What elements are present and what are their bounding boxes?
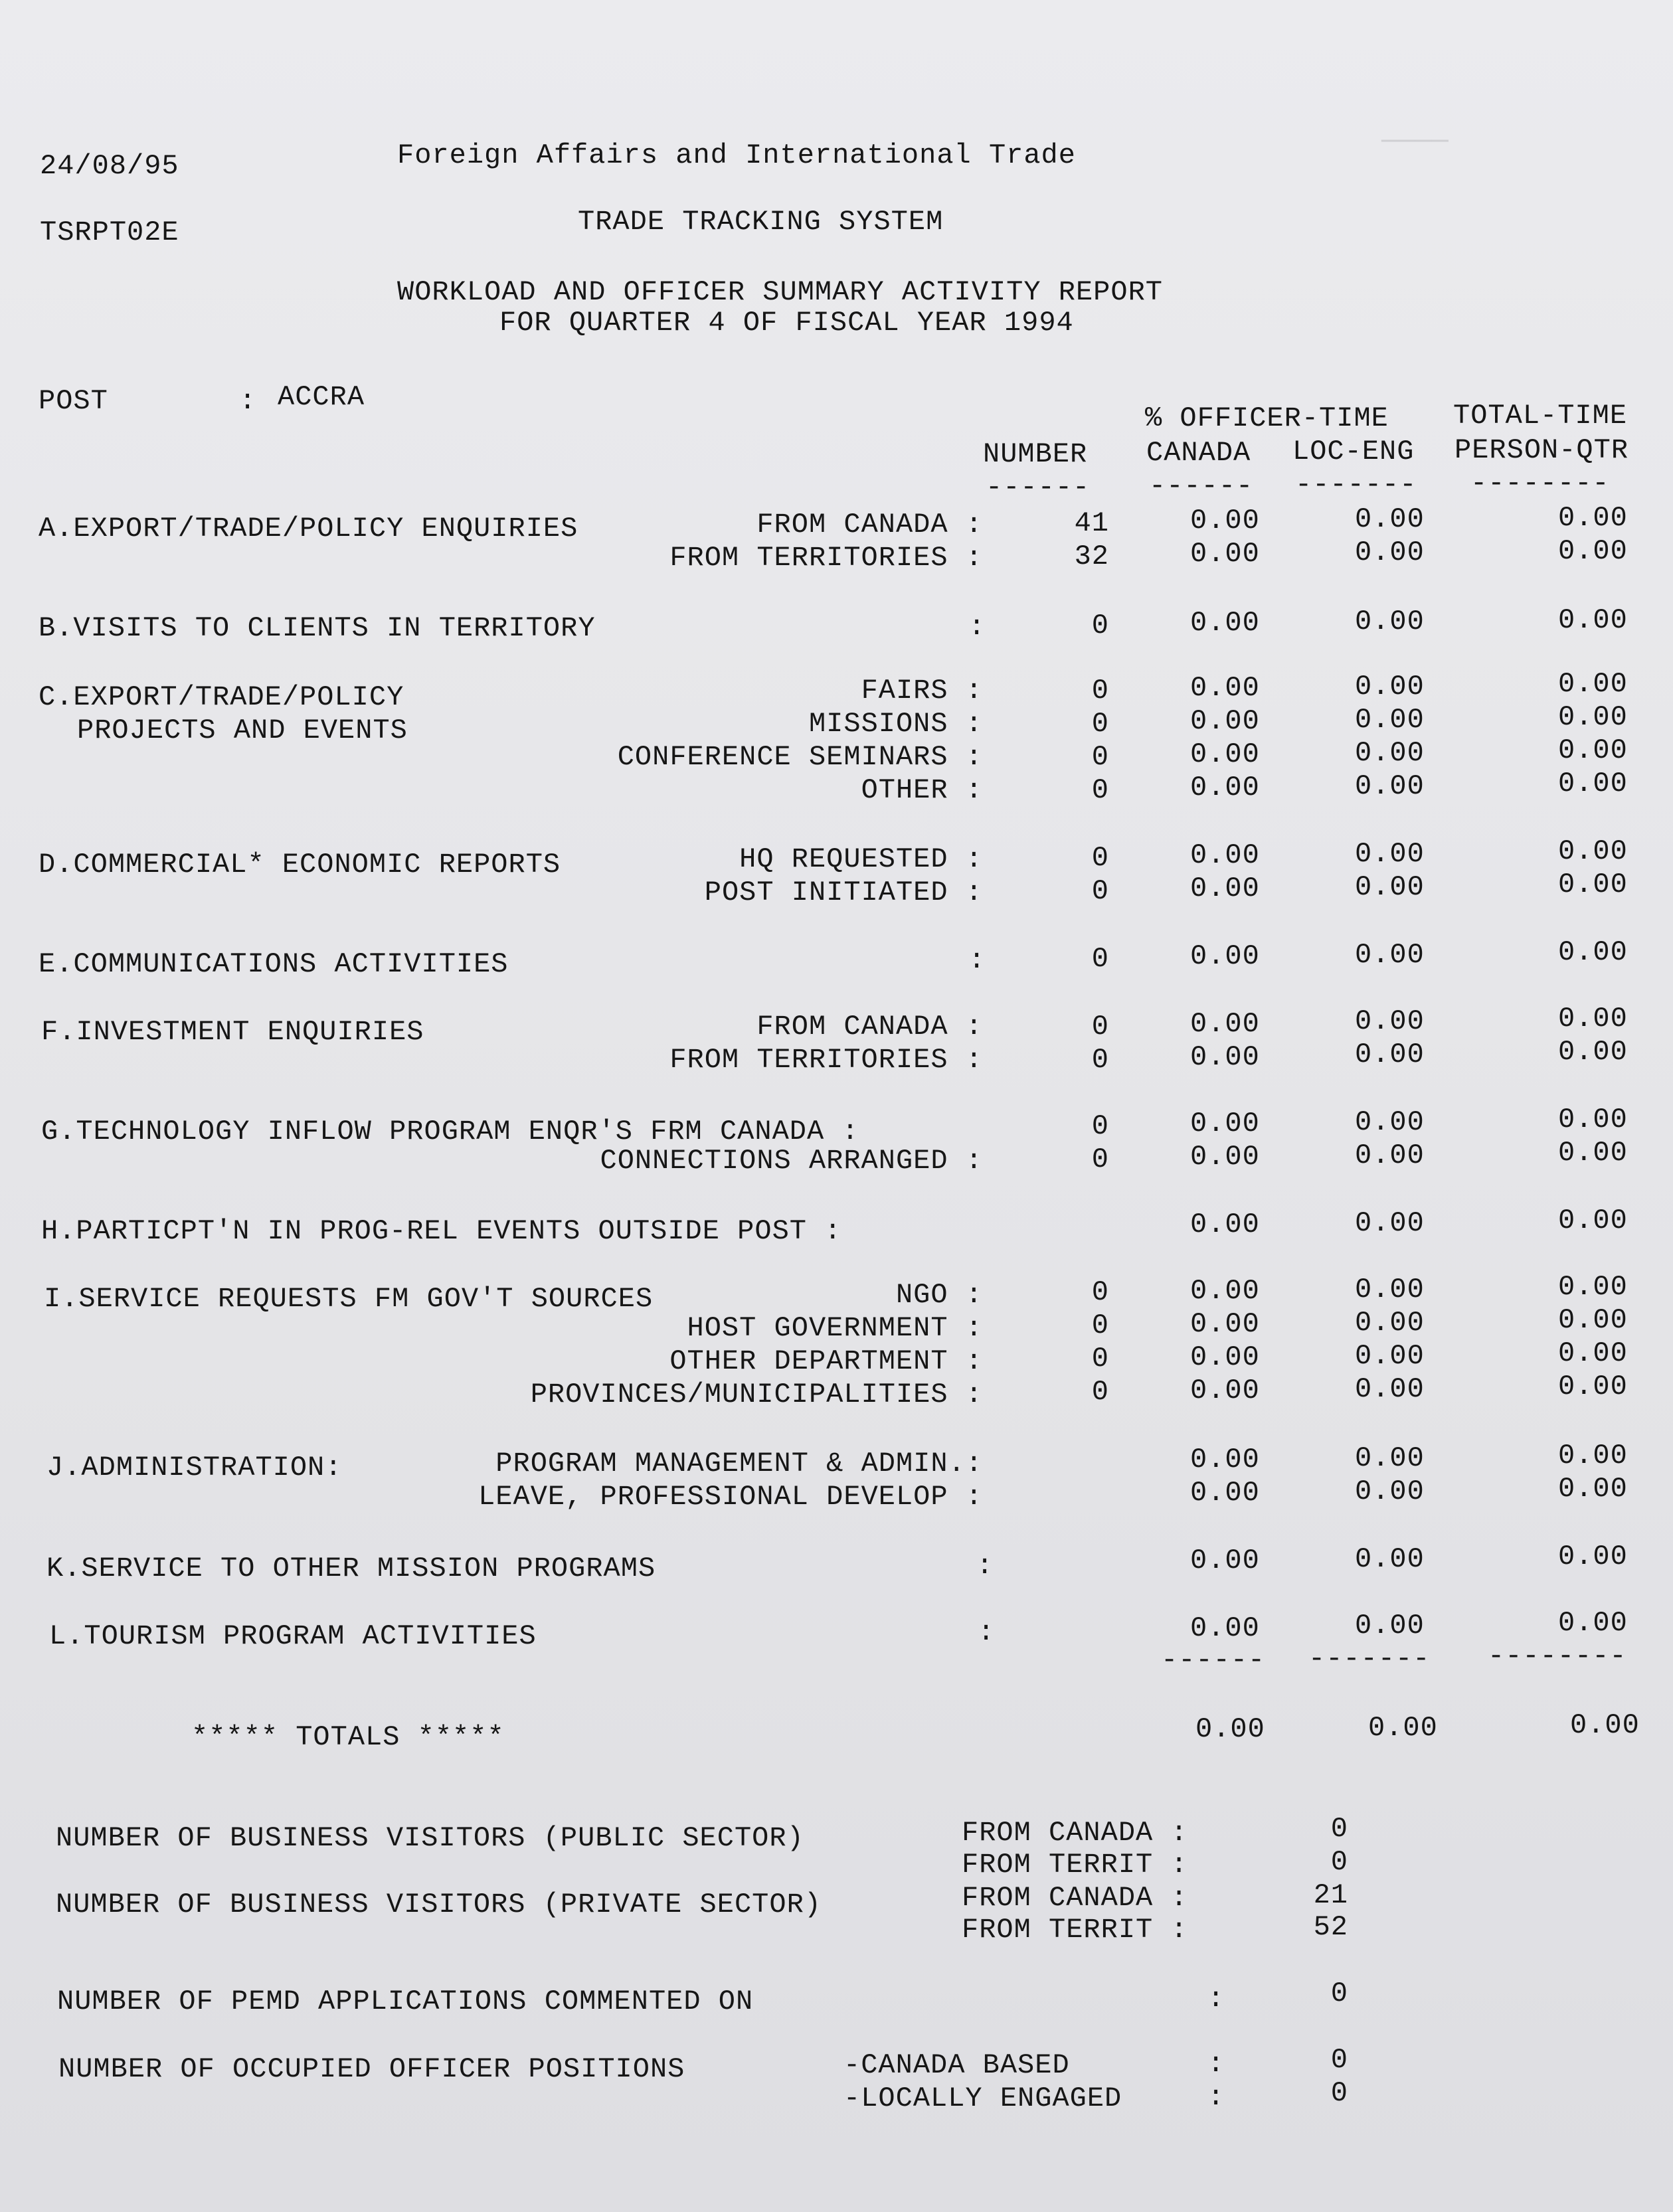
loceng-header: LOC-ENG: [1292, 436, 1415, 468]
section-c-num-4: 0: [1091, 774, 1109, 806]
totals-loceng: 0.00: [1368, 1712, 1438, 1744]
pemd-label: NUMBER OF PEMD APPLICATIONS COMMENTED ON: [57, 1986, 754, 2017]
report-code: TSRPT02E: [40, 216, 179, 248]
section-c-title-2: PROJECTS AND EVENTS: [77, 715, 408, 746]
section-a-sub-1: FROM CANADA :: [756, 509, 983, 541]
public-visitors-label: NUMBER OF BUSINESS VISITORS (PUBLIC SECTOR): [56, 1822, 804, 1854]
section-h-pq: 0.00: [1558, 1205, 1628, 1236]
canada-based-separator: :: [1207, 2048, 1225, 2080]
section-l-separator: :: [978, 1616, 996, 1648]
section-c-canada-1: 0.00: [1190, 672, 1260, 704]
section-k-title: K.SERVICE TO OTHER MISSION PROGRAMS: [46, 1553, 656, 1584]
person-qtr-header: PERSON-QTR: [1454, 434, 1629, 466]
section-c-loceng-3: 0.00: [1355, 737, 1425, 769]
section-c-num-2: 0: [1091, 708, 1109, 740]
section-a-sub-2: FROM TERRITORIES :: [669, 542, 983, 574]
section-j-pq-2: 0.00: [1558, 1473, 1628, 1505]
section-i-num-4: 0: [1091, 1376, 1109, 1408]
section-g-num-2: 0: [1091, 1144, 1109, 1175]
section-l-loceng: 0.00: [1355, 1610, 1425, 1642]
section-c-sub-2: MISSIONS :: [808, 708, 983, 740]
totals-underline-canada: ------: [1161, 1644, 1266, 1676]
post-value: ACCRA: [278, 381, 365, 413]
locally-engaged-separator: :: [1207, 2081, 1225, 2113]
totals-canada: 0.00: [1195, 1713, 1265, 1745]
section-h-loceng: 0.00: [1355, 1207, 1425, 1239]
officer-positions-label: NUMBER OF OCCUPIED OFFICER POSITIONS: [58, 2053, 685, 2085]
section-d-canada-2: 0.00: [1190, 873, 1260, 904]
section-g-pq-2: 0.00: [1558, 1137, 1628, 1169]
section-c-num-3: 0: [1091, 741, 1109, 773]
department-name: Foreign Affairs and International Trade: [397, 139, 1076, 171]
canada-underline: ------: [1149, 470, 1254, 502]
canada-header: CANADA: [1146, 437, 1251, 469]
section-e-separator: :: [968, 944, 986, 976]
section-i-loceng-2: 0.00: [1355, 1307, 1425, 1339]
section-a-loceng-2: 0.00: [1355, 537, 1425, 568]
section-j-sub-2: LEAVE, PROFESSIONAL DEVELOP :: [478, 1481, 983, 1513]
post-label: POST: [39, 385, 108, 417]
section-i-canada-2: 0.00: [1190, 1308, 1260, 1340]
section-b-num: 0: [1091, 610, 1109, 641]
section-f-sub-1: FROM CANADA :: [756, 1011, 983, 1043]
section-e-canada: 0.00: [1190, 940, 1260, 972]
section-b-pq: 0.00: [1558, 604, 1628, 636]
section-a-canada-1: 0.00: [1190, 505, 1260, 537]
section-c-sub-4: OTHER :: [861, 774, 983, 806]
section-c-loceng-1: 0.00: [1355, 671, 1425, 703]
section-d-sub-2: POST INITIATED :: [704, 877, 983, 908]
total-time-header: TOTAL-TIME: [1453, 400, 1628, 432]
section-g-canada-2: 0.00: [1190, 1141, 1260, 1173]
section-a-title: A.EXPORT/TRADE/POLICY ENQUIRIES: [39, 513, 578, 545]
post-separator: :: [239, 385, 257, 417]
totals-label: ***** TOTALS *****: [191, 1721, 505, 1753]
section-c-loceng-2: 0.00: [1355, 704, 1425, 736]
section-b-separator: :: [968, 611, 986, 643]
section-g-sub-2: CONNECTIONS ARRANGED :: [600, 1145, 983, 1177]
section-i-pq-4: 0.00: [1558, 1371, 1628, 1403]
public-from-territ-value: 0: [1330, 1846, 1348, 1878]
section-a-num-2: 32: [1074, 541, 1109, 572]
private-from-canada-label: FROM CANADA :: [962, 1882, 1188, 1914]
section-d-title: D.COMMERCIAL* ECONOMIC REPORTS: [39, 849, 561, 881]
section-f-canada-1: 0.00: [1190, 1008, 1260, 1040]
section-i-loceng-4: 0.00: [1355, 1373, 1425, 1405]
section-i-canada-3: 0.00: [1190, 1341, 1260, 1373]
totals-underline-loceng: -------: [1308, 1643, 1431, 1675]
private-from-territ-label: FROM TERRIT :: [962, 1914, 1188, 1946]
section-a-pq-1: 0.00: [1558, 502, 1628, 534]
section-c-title-1: C.EXPORT/TRADE/POLICY: [39, 681, 404, 713]
section-c-canada-3: 0.00: [1190, 738, 1260, 770]
section-e-title: E.COMMUNICATIONS ACTIVITIES: [39, 948, 509, 980]
canada-based-value: 0: [1330, 2044, 1348, 2076]
person-qtr-underline: --------: [1470, 468, 1610, 499]
report-date: 24/08/95: [40, 150, 179, 182]
section-i-pq-3: 0.00: [1558, 1337, 1628, 1369]
section-g-title: G.TECHNOLOGY INFLOW PROGRAM ENQR'S FRM CANADA :: [41, 1116, 859, 1148]
section-h-title: H.PARTICPT'N IN PROG-REL EVENTS OUTSIDE POST :: [41, 1215, 842, 1247]
section-c-canada-2: 0.00: [1190, 705, 1260, 737]
section-i-sub-1: NGO :: [895, 1279, 983, 1311]
section-f-canada-2: 0.00: [1190, 1041, 1260, 1073]
section-c-pq-3: 0.00: [1558, 734, 1628, 766]
section-e-pq: 0.00: [1558, 936, 1628, 968]
section-f-pq-2: 0.00: [1558, 1036, 1628, 1068]
section-c-canada-4: 0.00: [1190, 772, 1260, 804]
section-c-pq-1: 0.00: [1558, 668, 1628, 700]
section-d-pq-2: 0.00: [1558, 869, 1628, 900]
section-b-title: B.VISITS TO CLIENTS IN TERRITORY: [39, 612, 596, 644]
section-k-canada: 0.00: [1190, 1545, 1260, 1576]
number-underline: ------: [986, 471, 1091, 503]
section-c-sub-1: FAIRS :: [861, 675, 983, 707]
section-a-canada-2: 0.00: [1190, 538, 1260, 570]
pct-officer-time-header: % OFFICER-TIME: [1145, 402, 1389, 434]
section-k-separator: :: [976, 1550, 994, 1582]
number-header: NUMBER: [983, 438, 1088, 470]
canada-based-label: -CANADA BASED: [843, 2049, 1070, 2081]
section-k-pq: 0.00: [1558, 1541, 1628, 1573]
section-c-num-1: 0: [1091, 675, 1109, 707]
section-f-title: F.INVESTMENT ENQUIRIES: [41, 1016, 424, 1048]
public-from-territ-label: FROM TERRIT :: [962, 1849, 1188, 1881]
section-d-loceng-1: 0.00: [1355, 838, 1425, 870]
totals-pq: 0.00: [1570, 1709, 1640, 1741]
section-j-canada-1: 0.00: [1190, 1444, 1260, 1476]
section-i-pq-2: 0.00: [1558, 1304, 1628, 1336]
section-j-loceng-2: 0.00: [1355, 1476, 1425, 1507]
bleed-through-artifact: ────: [1381, 126, 1449, 158]
system-name: TRADE TRACKING SYSTEM: [578, 206, 944, 238]
pemd-separator: :: [1207, 1983, 1225, 2015]
section-j-loceng-1: 0.00: [1355, 1442, 1425, 1474]
private-from-territ-value: 52: [1313, 1911, 1348, 1943]
section-g-num-1: 0: [1091, 1110, 1109, 1142]
pemd-value: 0: [1330, 1978, 1348, 2009]
section-d-loceng-2: 0.00: [1355, 871, 1425, 903]
section-f-pq-1: 0.00: [1558, 1003, 1628, 1035]
section-f-sub-2: FROM TERRITORIES :: [669, 1044, 983, 1076]
section-f-loceng-1: 0.00: [1355, 1005, 1425, 1037]
section-i-pq-1: 0.00: [1558, 1271, 1628, 1303]
section-e-loceng: 0.00: [1355, 939, 1425, 971]
section-a-num-1: 41: [1074, 507, 1109, 539]
section-c-loceng-4: 0.00: [1355, 770, 1425, 802]
section-j-title: J.ADMINISTRATION:: [46, 1452, 343, 1484]
section-h-canada: 0.00: [1190, 1209, 1260, 1240]
section-a-pq-2: 0.00: [1558, 535, 1628, 567]
private-from-canada-value: 21: [1313, 1879, 1348, 1911]
section-d-num-1: 0: [1091, 842, 1109, 874]
section-d-sub-1: HQ REQUESTED :: [739, 843, 983, 875]
section-i-num-3: 0: [1091, 1343, 1109, 1375]
section-i-num-1: 0: [1091, 1276, 1109, 1308]
section-c-pq-4: 0.00: [1558, 768, 1628, 800]
section-i-loceng-3: 0.00: [1355, 1340, 1425, 1372]
public-from-canada-label: FROM CANADA :: [962, 1817, 1188, 1849]
report-title: WORKLOAD AND OFFICER SUMMARY ACTIVITY REPORT: [397, 276, 1163, 308]
section-d-num-2: 0: [1091, 875, 1109, 907]
section-j-sub-1: PROGRAM MANAGEMENT & ADMIN.:: [495, 1448, 983, 1480]
section-i-sub-4: PROVINCES/MUNICIPALITIES :: [530, 1379, 983, 1410]
section-l-canada: 0.00: [1190, 1612, 1260, 1644]
section-d-canada-1: 0.00: [1190, 839, 1260, 871]
section-b-loceng: 0.00: [1355, 606, 1425, 638]
section-i-sub-3: OTHER DEPARTMENT :: [669, 1345, 983, 1377]
report-period: FOR QUARTER 4 OF FISCAL YEAR 1994: [499, 307, 1074, 339]
loceng-underline: -------: [1295, 469, 1417, 501]
totals-underline-pq: --------: [1488, 1640, 1627, 1672]
section-g-canada-1: 0.00: [1190, 1108, 1260, 1140]
section-c-pq-2: 0.00: [1558, 701, 1628, 733]
section-g-loceng-1: 0.00: [1355, 1106, 1425, 1138]
locally-engaged-value: 0: [1330, 2077, 1348, 2109]
section-b-canada: 0.00: [1190, 607, 1260, 639]
section-c-sub-3: CONFERENCE SEMINARS :: [617, 741, 983, 773]
section-f-num-2: 0: [1091, 1044, 1109, 1076]
section-d-pq-1: 0.00: [1558, 835, 1628, 867]
section-l-pq: 0.00: [1558, 1607, 1628, 1639]
section-a-loceng-1: 0.00: [1355, 503, 1425, 535]
section-j-pq-1: 0.00: [1558, 1440, 1628, 1472]
section-k-loceng: 0.00: [1355, 1543, 1425, 1575]
section-i-num-2: 0: [1091, 1310, 1109, 1341]
section-i-canada-1: 0.00: [1190, 1275, 1260, 1307]
section-i-canada-4: 0.00: [1190, 1375, 1260, 1406]
section-l-title: L.TOURISM PROGRAM ACTIVITIES: [49, 1620, 537, 1652]
locally-engaged-label: -LOCALLY ENGAGED: [843, 2083, 1122, 2114]
section-i-sub-2: HOST GOVERNMENT :: [687, 1312, 983, 1344]
section-i-title: I.SERVICE REQUESTS FM GOV'T SOURCES: [44, 1283, 654, 1315]
section-e-num: 0: [1091, 943, 1109, 975]
public-from-canada-value: 0: [1330, 1813, 1348, 1845]
section-g-pq-1: 0.00: [1558, 1104, 1628, 1136]
section-f-num-1: 0: [1091, 1011, 1109, 1043]
section-i-loceng-1: 0.00: [1355, 1274, 1425, 1306]
section-f-loceng-2: 0.00: [1355, 1039, 1425, 1070]
section-j-canada-2: 0.00: [1190, 1477, 1260, 1509]
section-g-loceng-2: 0.00: [1355, 1140, 1425, 1171]
private-visitors-label: NUMBER OF BUSINESS VISITORS (PRIVATE SECTOR): [56, 1889, 822, 1920]
